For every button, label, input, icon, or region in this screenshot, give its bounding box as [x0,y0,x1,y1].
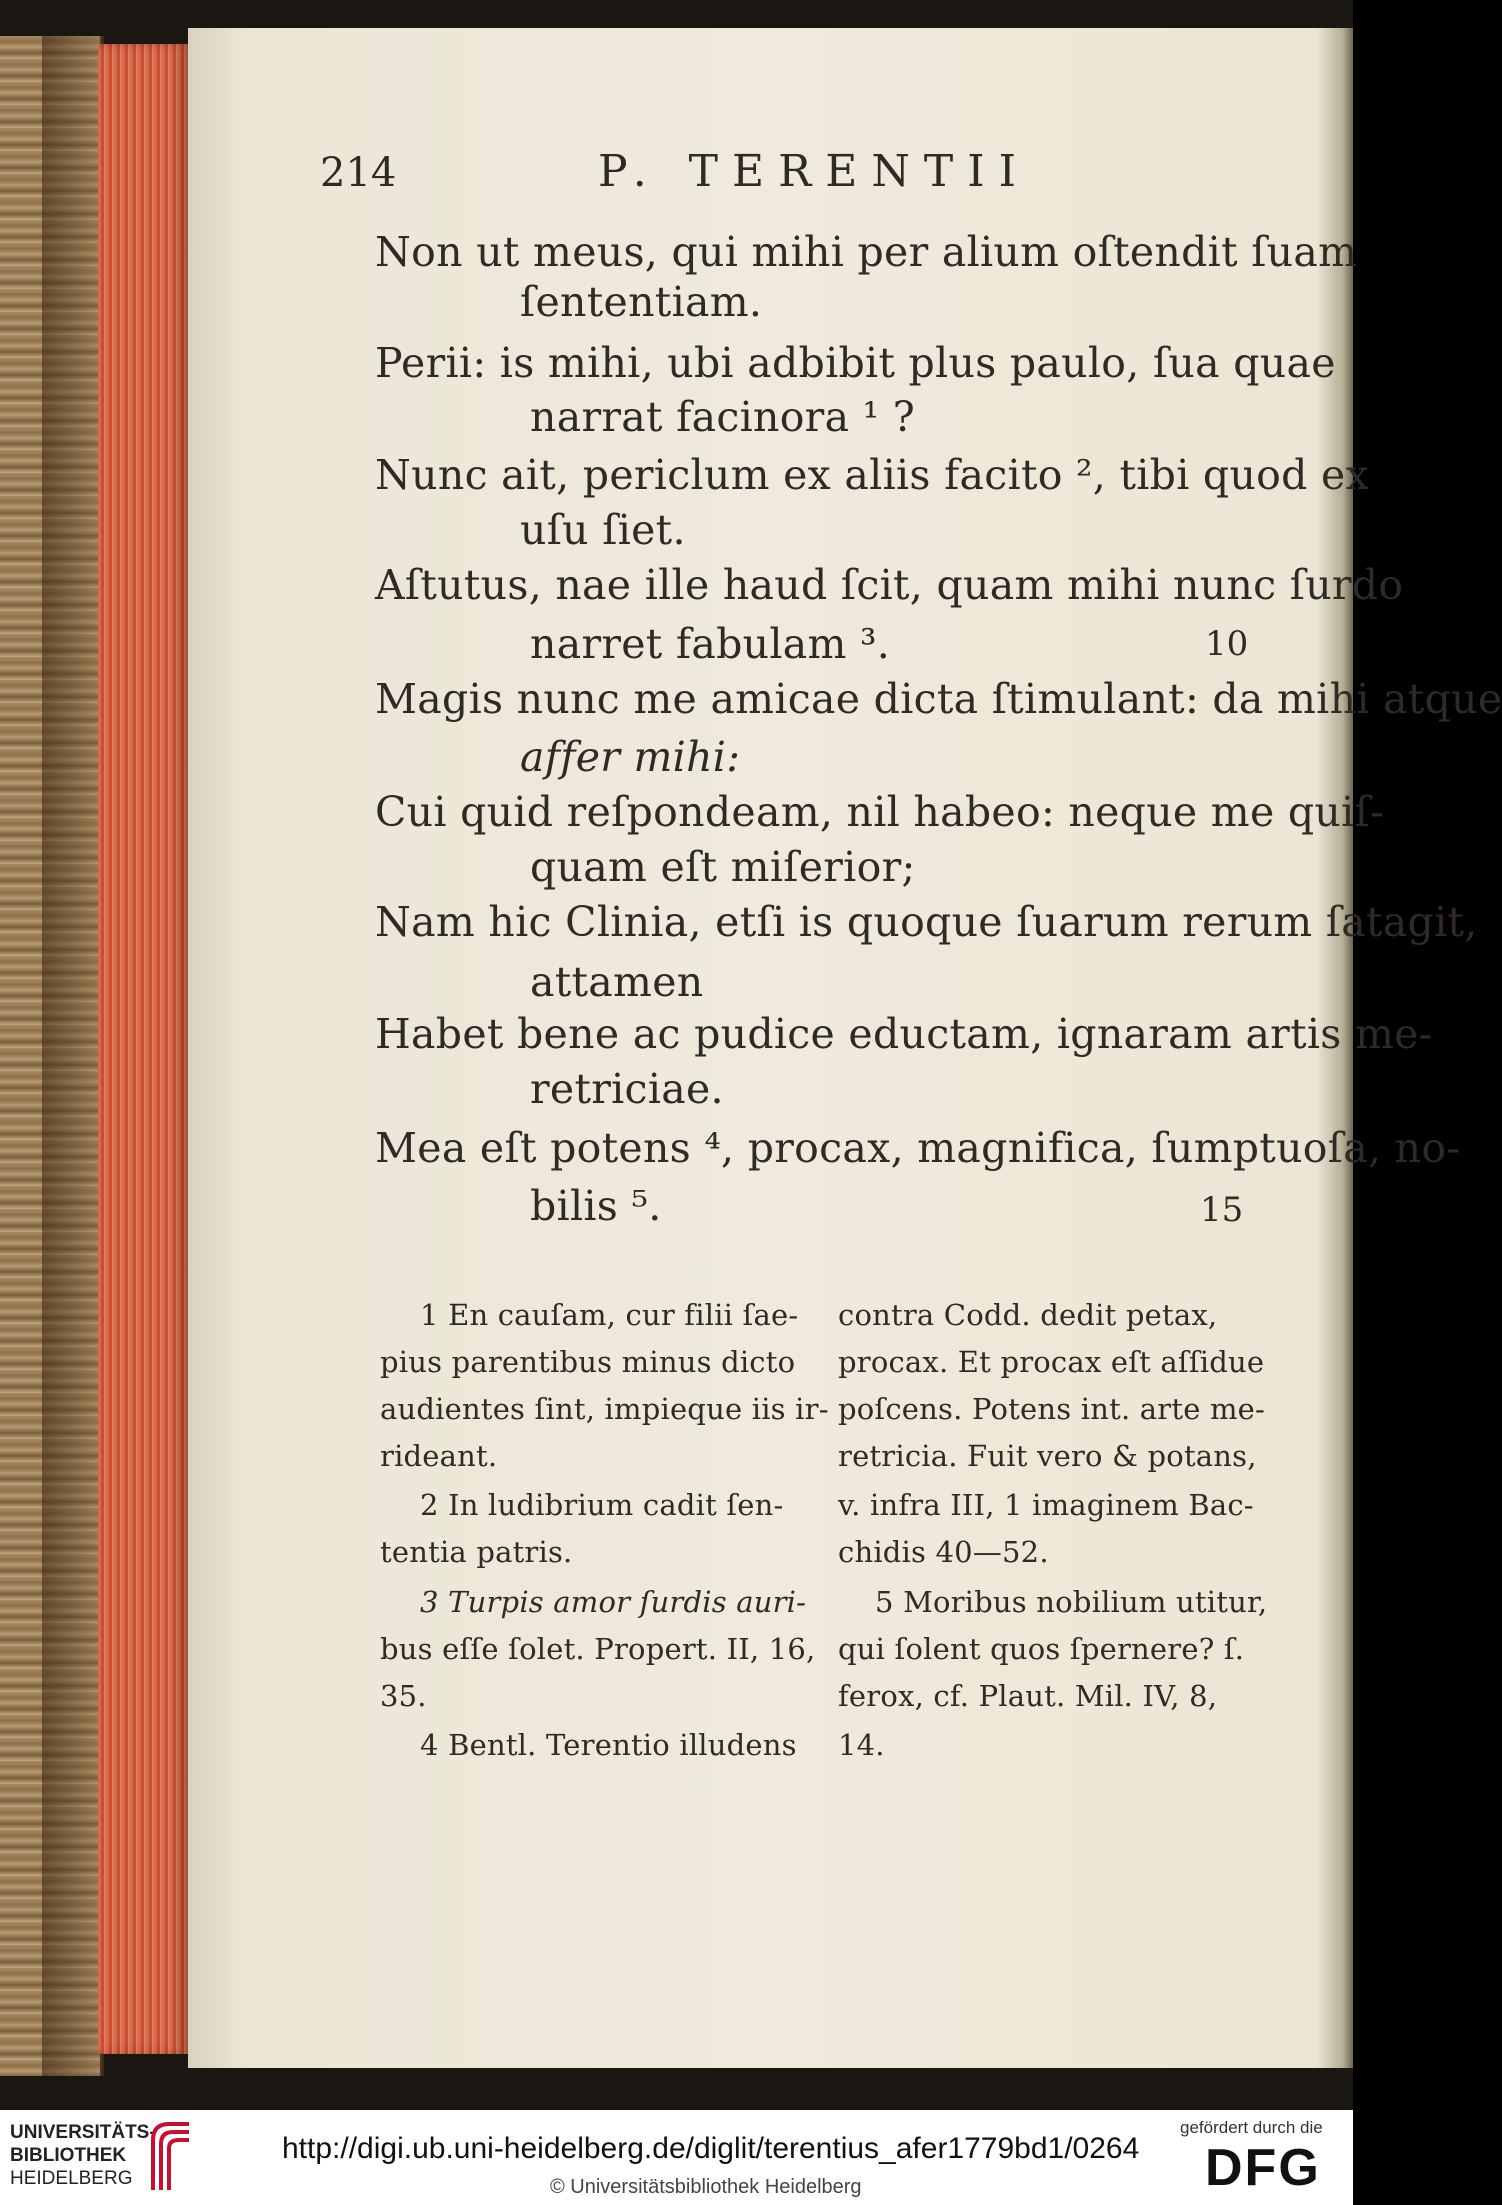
library-name-line1: UNIVERSITÄTS- [10,2122,156,2143]
permalink-url[interactable]: http://digi.ub.uni-heidelberg.de/diglit/terentius_afer1779bd1/0264 [282,2132,1140,2165]
footnote-line: audientes ſint, impieque iis ir- [380,1392,829,1426]
page-number: 214 [320,150,397,196]
verse-line: affer mihi: [520,733,741,781]
verse-line: Aſtutus, nae ille haud ſcit, quam mihi nunc ſurdo [375,561,1404,609]
footnote-line: 35. [380,1679,427,1713]
verse-line: narret fabulam ³. [530,620,891,668]
verse-line: Perii: is mihi, ubi adbibit plus paulo, ſua quae [375,339,1336,387]
verse-line: Mea eſt potens ⁴, procax, magnifica, ſumptuoſa, no- [375,1124,1461,1172]
verse-line: Cui quid reſpondeam, nil habeo: neque me quiſ- [375,788,1385,836]
footnote-line: 3 Turpis amor ſurdis auri- [420,1585,807,1619]
library-name-line3: HEIDELBERG [10,2168,133,2189]
footnote-line: chidis 40—52. [838,1535,1049,1569]
verse-line: retriciae. [530,1065,724,1113]
footnote-line: contra Codd. dedit petax, [838,1298,1218,1332]
verse-line: ſententiam. [520,278,763,326]
viewer-footer [0,2110,1353,2205]
footnote-line: ferox, cf. Plaut. Mil. IV, 8, [838,1679,1218,1713]
verse-line: Non ut meus, qui mihi per alium oſtendit ſuam [375,228,1358,276]
verse-line: Nam hic Clinia, etſi is quoque ſuarum rerum ſatagit, [375,898,1478,946]
footnote-line: poſcens. Potens int. arte me- [838,1392,1266,1426]
verse-line: quam eſt miſerior; [530,843,916,891]
verse-line: Magis nunc me amicae dicta ſtimulant: da mihi atque [375,675,1502,723]
copyright-notice: © Universitätsbibliothek Heidelberg [550,2176,862,2198]
funding-text: gefördert durch die [1180,2118,1323,2137]
cover-board [42,36,102,2076]
verse-line: bilis ⁵. [530,1182,662,1230]
footnote-line: qui ſolent quos ſpernere? ſ. [838,1632,1245,1666]
footnote-line: tentia patris. [380,1535,573,1569]
footnote-line: rideant. [380,1439,498,1473]
library-name-line2: BIBLIOTHEK [10,2145,127,2166]
library-logo-icon [145,2120,193,2192]
footnote-line: bus eſſe ſolet. Propert. II, 16, [380,1632,816,1666]
verse-line: Nunc ait, periclum ex aliis facito ², tibi quod ex [375,451,1370,499]
footnote-line: 5 Moribus nobilium utitur, [875,1585,1268,1619]
line-number: 10 [1205,624,1249,664]
verse-line: narrat facinora ¹ ? [530,393,916,441]
footnote-line: retricia. Fuit vero & potans, [838,1439,1257,1473]
verse-line: Habet bene ac pudice eductam, ignaram artis me- [375,1010,1433,1058]
footnote-line: 1 En cauſam, cur filii ſae- [420,1298,799,1332]
footnote-line: procax. Et procax eſt aſſidue [838,1345,1265,1379]
verse-line: uſu ſiet. [520,506,686,554]
footnote-line: 14. [838,1728,885,1762]
footnote-line: 4 Bentl. Terentio illudens [420,1728,797,1762]
funder-logo: DFG [1205,2139,1321,2197]
line-number: 15 [1200,1190,1244,1230]
footnote-line: v. infra III, 1 imaginem Bac- [838,1488,1254,1522]
footnote-line: 2 In ludibrium cadit ſen- [420,1488,784,1522]
red-page-edges [98,44,188,2054]
running-head: P. TERENTII [598,146,1030,197]
footnote-line: pius parentibus minus dicto [380,1345,796,1379]
verse-line: attamen [530,958,704,1006]
